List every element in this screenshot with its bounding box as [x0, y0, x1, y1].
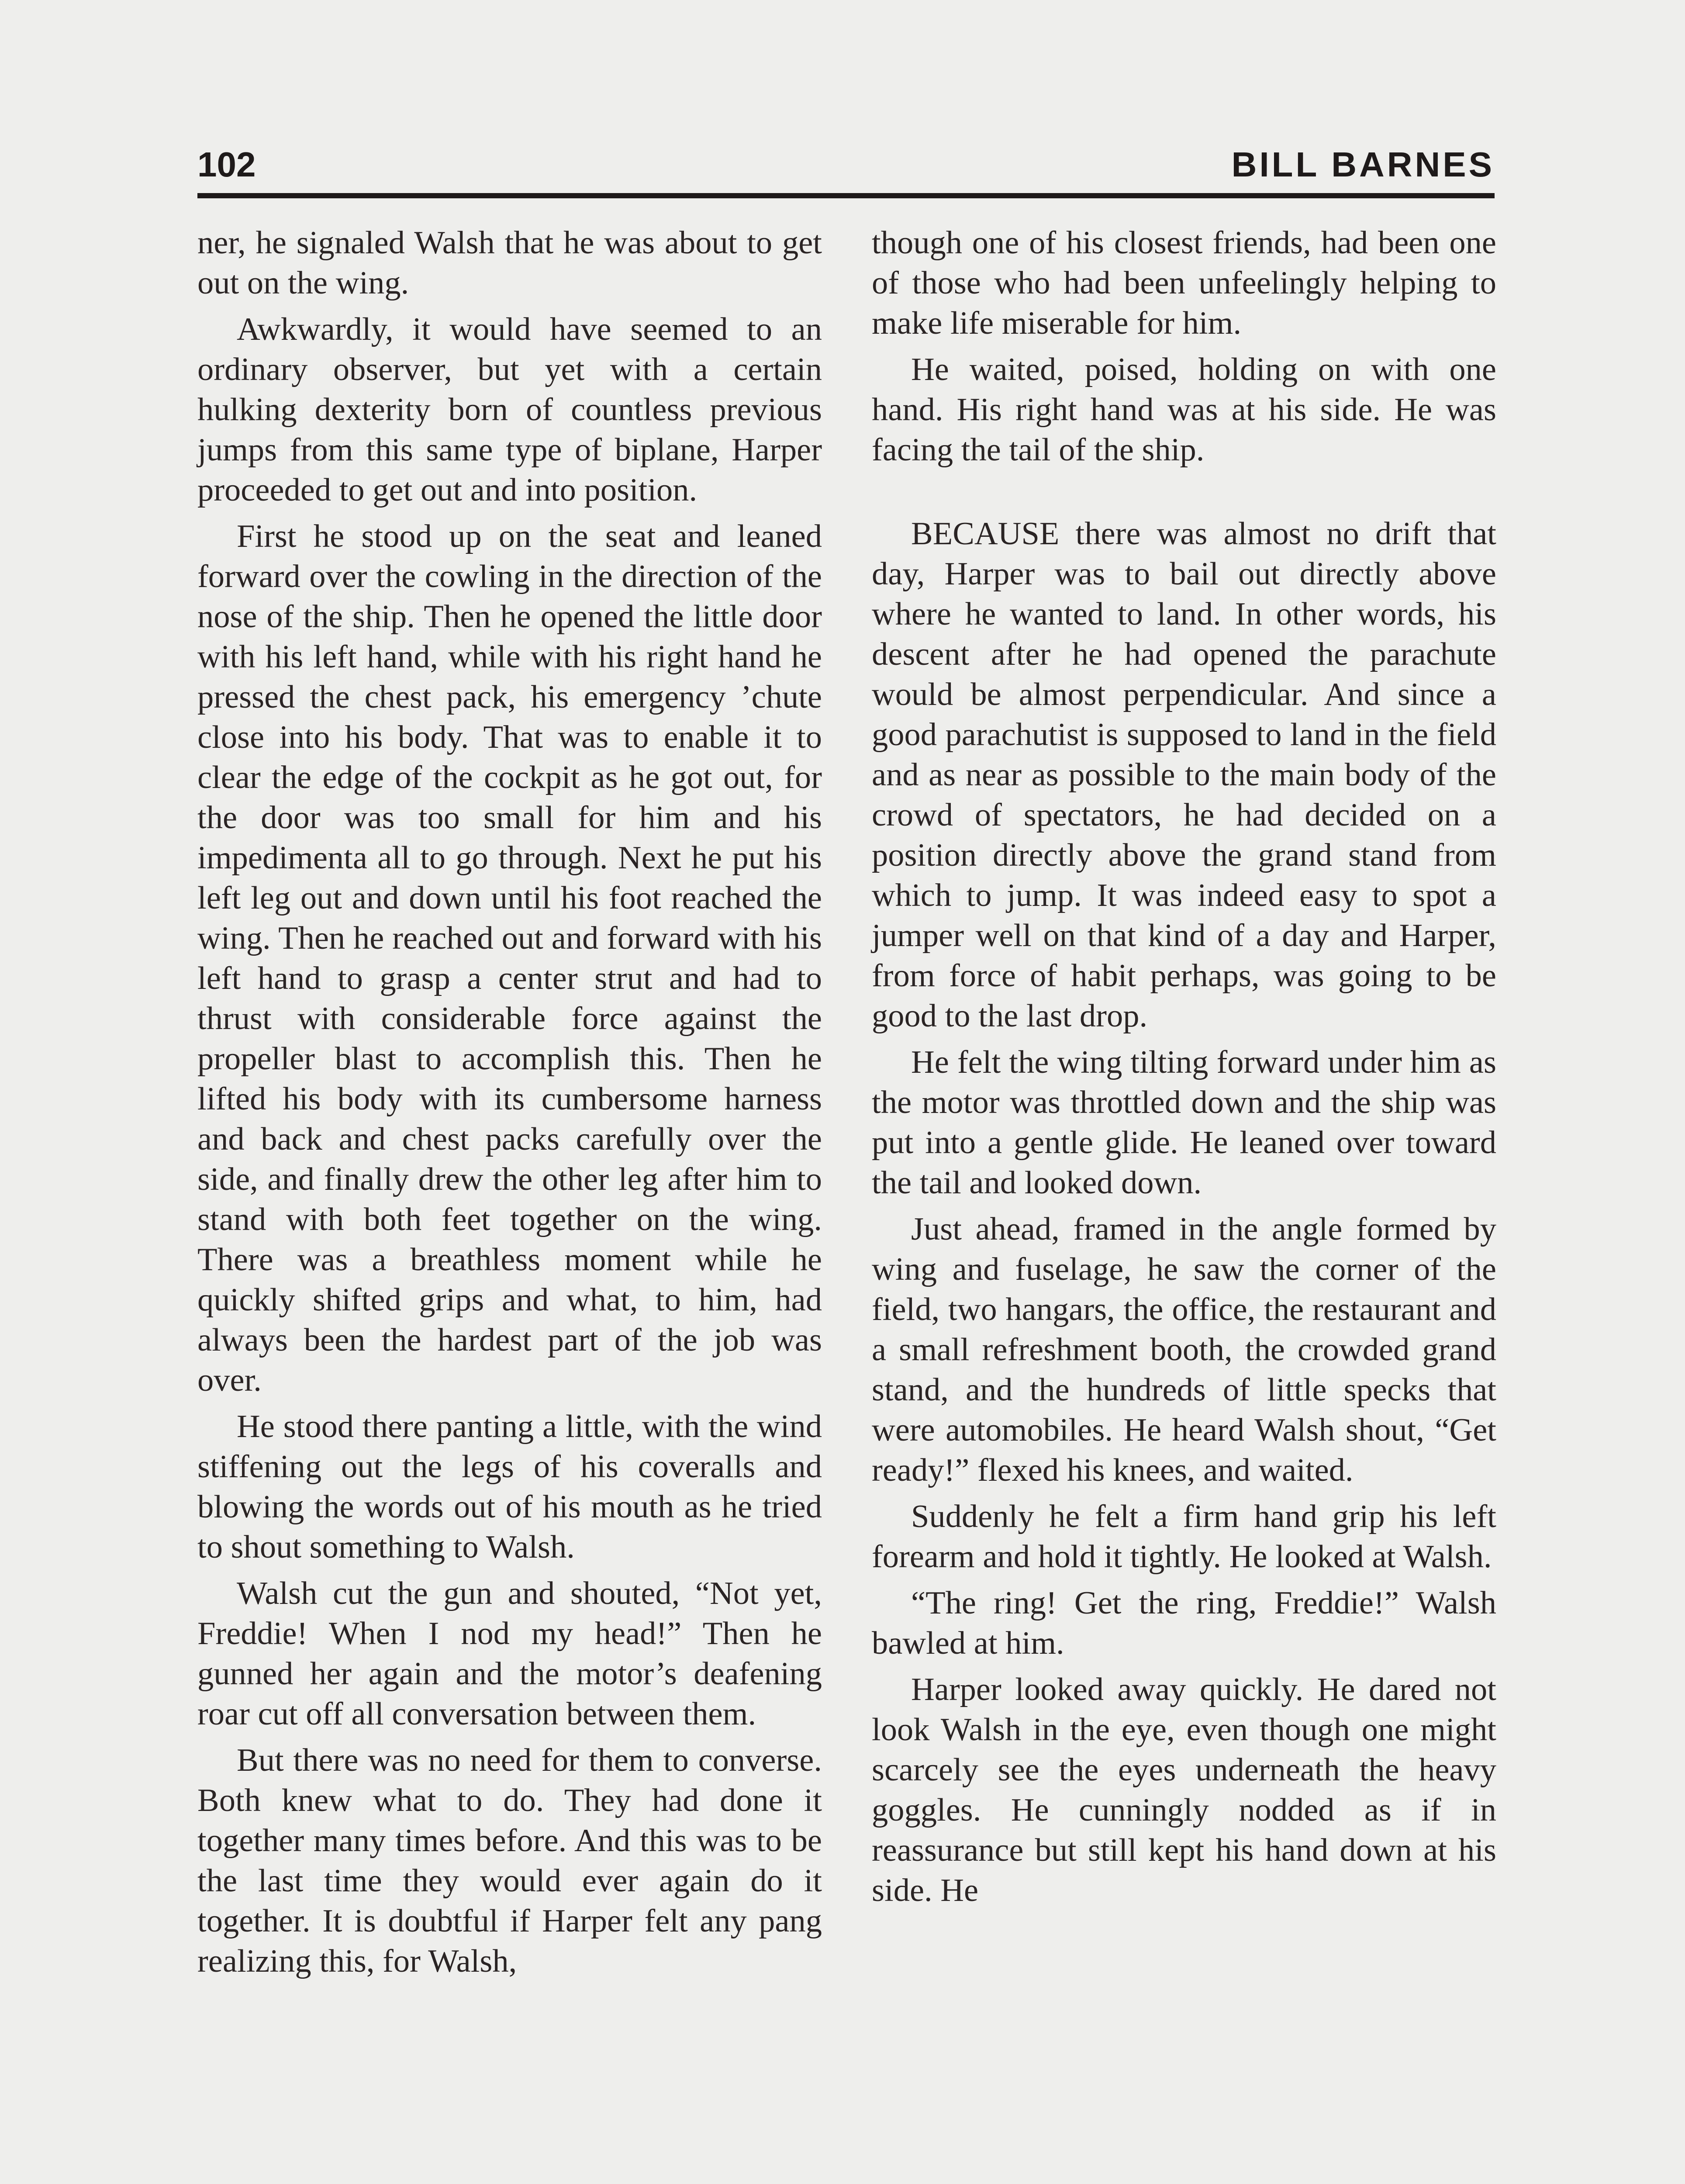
paragraph: Walsh cut the gun and shouted, “Not yet, Freddie! When I nod my head!” Then he gunned her again and the motor’s deafening roar cut off all conversation between them. [197, 1576, 822, 1732]
paragraph: BECAUSE there was almost no drift that day, Harper was to bail out directly above where he wanted to land. In other words, his descent after he had opened the parachute would be almost perpendicular. And since a good parachutist is supposed to land in the field and as near as possible to the main body of the crowd of spectators, he had decided on a position directly above the grand stand from which to jump. It was indeed easy to spot a jumper well on that kind of a day and Harper, from force of habit perhaps, was going to be good to the last drop. [872, 516, 1496, 1034]
page-number: 102 [197, 145, 256, 184]
left-column [197, 223, 822, 1987]
paragraph: He waited, poised, holding on with one hand. His right hand was at his side. He was facing the tail of the ship. [872, 352, 1496, 468]
paragraph: Just ahead, framed in the angle formed by wing and fuselage, he saw the corner of the field, two hangars, the office, the restaurant and a small refreshment booth, the crowded grand stand, and the hundreds of little specks that were automobiles. He heard Walsh shout, “Get ready!” flexed his knees, and waited. [872, 1211, 1496, 1488]
paragraph: though one of his closest friends, had been one of those who had been unfeelingly helping to make life miserable for him. [872, 225, 1496, 341]
paragraph: He felt the wing tilting forward under him as the motor was throttled down and the ship was put into a gentle glide. He leaned over toward the tail and looked down. [872, 1044, 1496, 1201]
running-title: BILL BARNES [1231, 145, 1495, 184]
paragraph: Harper looked away quickly. He dared not look Walsh in the eye, even though one might scarcely see the eyes underneath the heavy goggles. He cunningly nodded as if in reassurance but still kept his hand down at his side. He [872, 1672, 1496, 1908]
paragraph: Awkwardly, it would have seemed to an ordinary observer, but yet with a certain hulking dexterity born of countless previous jumps from this same type of biplane, Harper proceeded to get out and into position. [197, 311, 822, 508]
paragraph: Suddenly he felt a firm hand grip his left forearm and hold it tightly. He looked at Walsh. [872, 1499, 1496, 1575]
paragraph: But there was no need for them to converse. Both knew what to do. They had done it together many times before. And this was to be the last time they would ever again do it together. It is doubtful if Harper felt any pang realizing this, for Walsh, [197, 1742, 822, 1979]
page-header [197, 141, 1495, 198]
paragraph: ner, he signaled Walsh that he was about to get out on the wing. [197, 225, 822, 301]
right-column [872, 223, 1496, 1917]
paragraph: “The ring! Get the ring, Freddie!” Walsh bawled at him. [872, 1585, 1496, 1661]
paragraph: He stood there panting a little, with the wind stiffening out the legs of his coveralls and blowing the words out of his mouth as he tried to shout something to Walsh. [197, 1409, 822, 1565]
paragraph: First he stood up on the seat and leaned forward over the cowling in the direction of the nose of the ship. Then he opened the little door with his left hand, while with his right hand he pressed the chest pack, his emergency ’chute close into his body. That was to enable it to clear the edge of the cockpit as he got out, for the door was too small for him and his impedimenta all to go through. Next he put his left leg out and down until his foot reached the wing. Then he reached out and forward with his left hand to grasp a center strut and had to thrust with considerable force against the propeller blast to accomplish this. Then he lifted his body with its cumbersome harness and back and chest packs carefully over the side, and finally drew the other leg after him to stand with both feet together on the wing. There was a breathless moment while he quickly shifted grips and what, to him, had always been the hardest part of the job was over. [197, 518, 822, 1398]
